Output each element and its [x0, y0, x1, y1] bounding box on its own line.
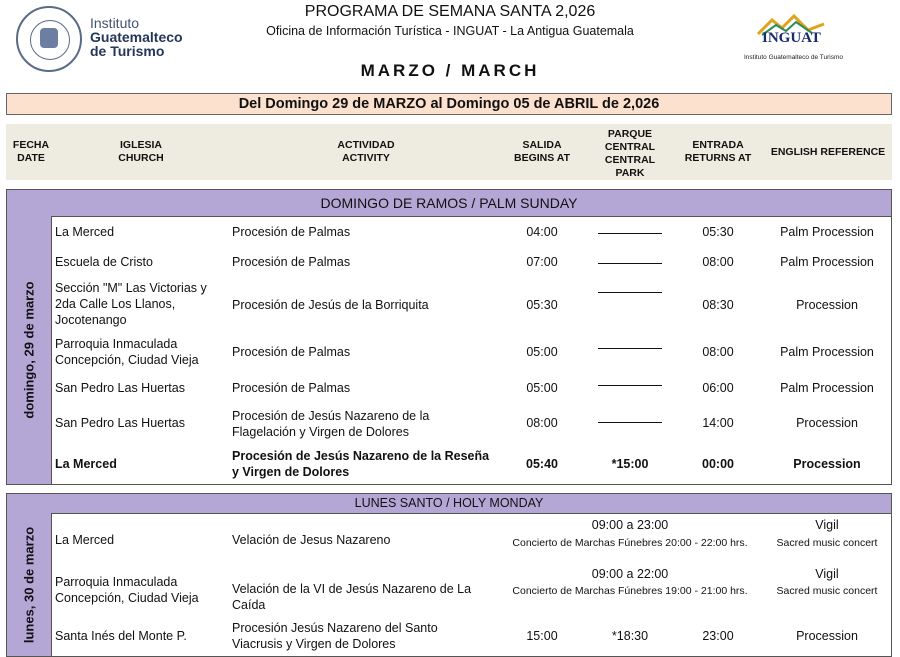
col-activity: ACTIVIDAD ACTIVITY [337, 139, 395, 164]
returns-cell: 14:00 [702, 416, 734, 430]
english-cell: Procession [796, 629, 858, 643]
english-cell: Procession [796, 298, 858, 312]
english-cell: Vigil [815, 518, 839, 532]
english-cell: Palm Procession [780, 345, 874, 359]
activity-cell: Procesión de Palmas [232, 381, 351, 395]
park-cell: *18:30 [611, 629, 649, 643]
inst-line-2: Guatemalteco [90, 29, 183, 45]
park-cell: *15:00 [611, 457, 649, 471]
inguat-wordmark: INGUAT [762, 30, 821, 46]
returns-cell: 05:30 [702, 225, 734, 239]
inguat-logo-right [732, 14, 852, 66]
page-subtitle: Oficina de Información Turística - INGUAT - La Antigua Guatemala [266, 24, 634, 38]
time-range-cell: 09:00 a 23:00 [591, 518, 669, 532]
church-cell: La Merced [55, 533, 115, 547]
church-cell: San Pedro Las Huertas [55, 416, 185, 430]
col-park: PARQUE CENTRAL CENTRAL PARK [604, 128, 656, 179]
church-cell: Santa Inés del Monte P. [55, 629, 187, 643]
activity-cell: Procesión de Palmas [232, 225, 351, 239]
church-cell: Sección "M" Las Victorias y 2da Calle Los Llanos, Jocotenango [55, 281, 207, 327]
month-heading: MARZO / MARCH [360, 61, 540, 80]
col-church: IGLESIA CHURCH [118, 139, 164, 164]
activity-cell: Procesión de Palmas [232, 345, 351, 359]
col-date: FECHA DATE [12, 139, 50, 164]
begins-cell: 05:00 [526, 381, 558, 395]
inst-line-1: Instituto [90, 15, 140, 31]
returns-cell: 08:00 [702, 345, 734, 359]
english-note-cell: Sacred music concert [776, 585, 878, 597]
english-cell: Palm Procession [780, 255, 874, 269]
returns-cell: 06:00 [702, 381, 734, 395]
activity-cell: Procesión de Jesús de la Borriquita [232, 298, 429, 312]
church-cell: La Merced [55, 457, 117, 471]
church-cell: San Pedro Las Huertas [55, 381, 185, 395]
inguat-subtitle: Instituto Guatemalteco de Turismo [744, 54, 843, 61]
begins-cell: 05:00 [526, 345, 558, 359]
church-cell: La Merced [55, 225, 115, 239]
english-cell: Vigil [815, 567, 839, 581]
institute-name [90, 16, 183, 58]
returns-cell: 23:00 [702, 629, 734, 643]
col-english: ENGLISH REFERENCE [770, 146, 886, 158]
english-cell: Palm Procession [780, 381, 874, 395]
park-dash [598, 422, 662, 423]
activity-cell: Velación de Jesus Nazareno [232, 533, 391, 547]
park-dash [598, 348, 662, 349]
begins-cell: 05:30 [526, 298, 558, 312]
concert-cell: Concierto de Marchas Fúnebres 20:00 - 22:00 hrs. [512, 537, 748, 549]
government-seal-icon [16, 6, 82, 72]
col-begins: SALIDA BEGINS AT [513, 139, 570, 164]
activity-cell: Procesión Jesús Nazareno del Santo Viacrusis y Virgen de Dolores [232, 621, 438, 651]
english-cell: Procession [796, 416, 858, 430]
section-title-palm-sunday: DOMINGO DE RAMOS / PALM SUNDAY [6, 189, 892, 217]
begins-cell: 05:40 [526, 457, 558, 471]
park-dash [598, 385, 662, 386]
activity-cell: Procesión de Jesús Nazareno de la Flagelación y Virgen de Dolores [232, 409, 430, 439]
time-range-cell: 09:00 a 22:00 [591, 567, 669, 581]
returns-cell: 00:00 [702, 457, 734, 471]
begins-cell: 07:00 [526, 255, 558, 269]
park-dash [598, 233, 662, 234]
date-label-monday: lunes, 30 de marzo [7, 513, 52, 656]
concert-cell: Concierto de Marchas Fúnebres 19:00 - 21:00 hrs. [512, 585, 748, 597]
activity-cell: Velación de la VI de Jesús Nazareno de La Caída [232, 582, 472, 612]
col-returns: ENTRADA RETURNS AT [684, 139, 752, 164]
date-range-banner: Del Domingo 29 de MARZO al Domingo 05 de ABRIL de 2,026 [6, 93, 892, 115]
english-note-cell: Sacred music concert [776, 537, 878, 549]
english-cell: Procession [793, 457, 861, 471]
page-title: PROGRAMA DE SEMANA SANTA 2,026 [304, 3, 596, 20]
english-cell: Palm Procession [780, 225, 874, 239]
park-dash [598, 263, 662, 264]
park-dash [598, 292, 662, 293]
returns-cell: 08:30 [702, 298, 734, 312]
church-cell: Escuela de Cristo [55, 255, 153, 269]
church-cell: Parroquia Inmaculada Concepción, Ciudad Vieja [55, 575, 199, 605]
church-cell: Parroquia Inmaculada Concepción, Ciudad Vieja [55, 337, 199, 367]
begins-cell: 04:00 [526, 225, 558, 239]
begins-cell: 15:00 [526, 629, 558, 643]
column-header [6, 124, 892, 180]
inst-line-3: de Turismo [90, 43, 165, 59]
inguat-logo-left [8, 4, 188, 74]
date-label-sunday: domingo, 29 de marzo [7, 216, 52, 484]
begins-cell: 08:00 [526, 416, 558, 430]
activity-cell: Procesión de Palmas [232, 255, 351, 269]
returns-cell: 08:00 [702, 255, 734, 269]
section-title-holy-monday: LUNES SANTO / HOLY MONDAY [6, 493, 892, 514]
activity-cell: Procesión de Jesús Nazareno de la Reseña y Virgen de Dolores [232, 449, 490, 479]
